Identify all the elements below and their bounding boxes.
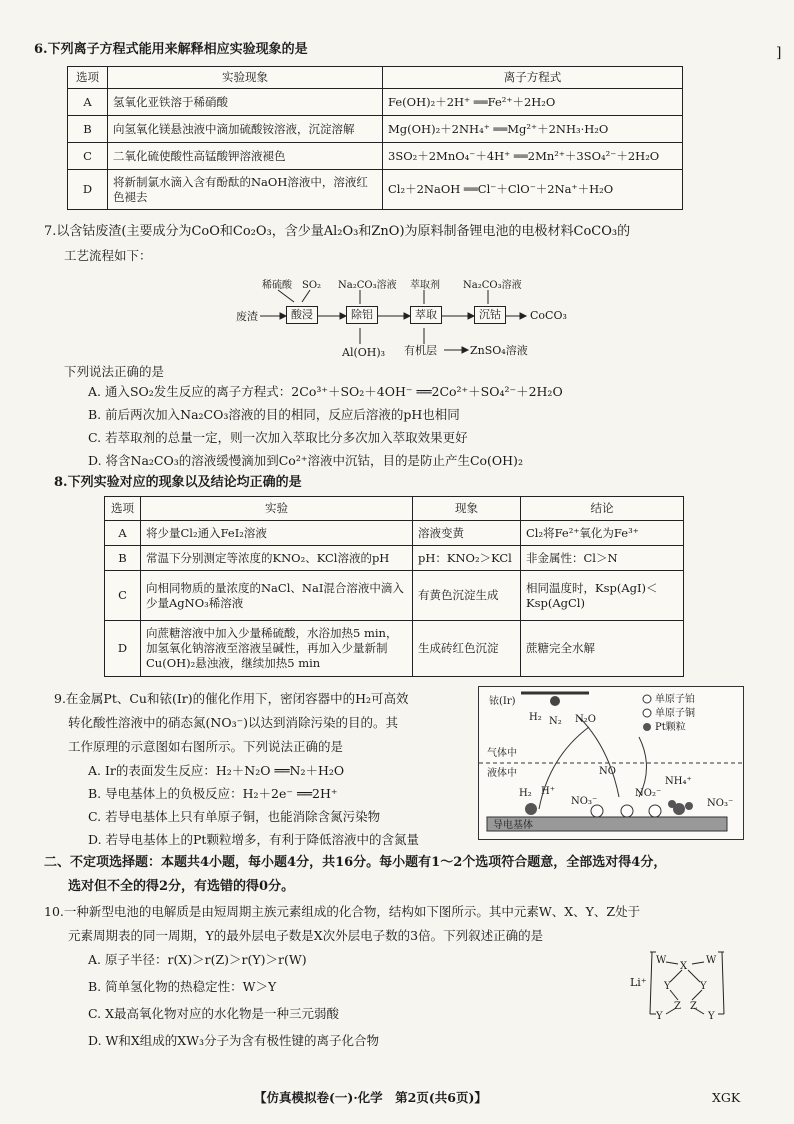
q10-structure: [630, 948, 750, 1022]
flow-input-so2: SO₂: [302, 280, 322, 291]
structure-x: X: [680, 961, 688, 972]
structure-y-left: Y: [664, 981, 671, 992]
q8-cell-phenomenon: 溶液变黄: [413, 521, 521, 546]
q9-option-a: A. Ir的表面发生反应：H₂＋N₂O ══N₂＋H₂O: [88, 763, 345, 778]
diagram-h2-liquid-label: H₂: [519, 788, 532, 799]
q10-line2: 元素周期表的同一周期，Y的最外层电子数是X次外层电子数的3倍。下列叙述正确的是: [68, 928, 544, 943]
diagram-drawing: [479, 687, 743, 839]
q10-option-c: C. X最高氧化物对应的水化物是一种三元弱酸: [88, 1006, 339, 1021]
q6-cell-phenomenon: 将新制氯水滴入含有酚酞的NaOH溶液中，溶液红色褪去: [108, 170, 383, 210]
table-row: [68, 170, 683, 210]
q10-option-d: D. W和X组成的XW₃分子为含有极性键的离子化合物: [88, 1033, 380, 1048]
table-row: [68, 116, 683, 143]
structure-w-left: W: [656, 955, 667, 966]
q9-option-b: B. 导电基体上的负极反应：H₂＋2e⁻ ══2H⁺: [88, 786, 338, 801]
diagram-liquid-label: 液体中: [487, 768, 517, 779]
q8-cell-phenomenon: pH：KNO₂＞KCl: [413, 546, 521, 571]
table-row: [105, 571, 684, 621]
structure-y-bottom-left: Y: [656, 1011, 663, 1022]
diagram-base-label: 导电基体: [493, 820, 533, 831]
flow-step-remove-al: 除铝: [346, 306, 378, 324]
structure-li: Li⁺: [630, 976, 647, 989]
q8-title: 8.下列实验对应的现象以及结论均正确的是: [54, 475, 302, 490]
q7-option-c: C. 若萃取剂的总量一定，则一次加入萃取比分多次加入萃取效果更好: [88, 430, 468, 445]
q6-header-phenomenon: 实验现象: [108, 67, 383, 89]
diagram-gas-label: 气体中: [487, 748, 517, 759]
q8-cell-phenomenon: 生成砖红色沉淀: [413, 621, 521, 677]
footer-code: XGK: [712, 1090, 741, 1105]
q6-header-equation: 离子方程式: [383, 67, 683, 89]
flow-input-na2co3-2: Na₂CO₃溶液: [463, 280, 522, 291]
diagram-no3-right-label: NO₃⁻: [707, 798, 734, 809]
q7-prompt: 下列说法正确的是: [64, 364, 165, 379]
structure-y-bottom-right: Y: [708, 1011, 715, 1022]
diagram-no3-label: NO₃⁻: [571, 796, 598, 807]
structure-y-right: Y: [700, 981, 707, 992]
flow-input-sulfuric-acid: 稀硫酸: [262, 280, 292, 291]
diagram-legend-pt-atom: 单原子铂: [655, 694, 695, 705]
flow-output-aloh3: Al(OH)₃: [342, 346, 386, 359]
q8-cell-experiment: 将少量Cl₂通入FeI₂溶液: [141, 521, 413, 546]
flow-step-precipitate-co: 沉钴: [474, 306, 506, 324]
structure-w-right: W: [706, 955, 717, 966]
q10-option-a: A. 原子半径：r(X)＞r(Z)＞r(Y)＞r(W): [88, 952, 307, 967]
q8-cell-option: C: [105, 571, 141, 621]
table-row: [68, 89, 683, 116]
q7-option-a: A. 通入SO₂发生反应的离子方程式：2Co³⁺＋SO₂＋4OH⁻ ══2Co²⁺＋SO₄²⁻＋2H₂O: [88, 384, 563, 399]
q6-cell-equation: Cl₂＋2NaOH ══Cl⁻＋ClO⁻＋2Na⁺＋H₂O: [383, 170, 683, 210]
q8-cell-conclusion: 非金属性：Cl＞N: [521, 546, 684, 571]
table-row: [105, 621, 684, 677]
q9-line1: 9.在金属Pt、Cu和铱(Ir)的催化作用下，密闭容器中的H₂可高效: [54, 691, 409, 706]
flow-start: 废渣: [236, 310, 258, 323]
q6-cell-option: A: [68, 89, 108, 116]
flow-output-znso4: ZnSO₄溶液: [470, 344, 528, 357]
q6-cell-phenomenon: 氢氧化亚铁溶于稀硝酸: [108, 89, 383, 116]
edge-mark: ]: [776, 45, 782, 61]
q8-header-phenomenon: 现象: [413, 497, 521, 521]
q8-cell-option: A: [105, 521, 141, 546]
diagram-legend-cu-atom: 单原子铜: [655, 708, 695, 719]
q6-title: 6.下列离子方程式能用来解释相应实验现象的是: [34, 42, 308, 57]
table-row: [105, 521, 684, 546]
q6-cell-option: C: [68, 143, 108, 170]
q6-cell-phenomenon: 向氢氧化镁悬浊液中滴加硫酸铵溶液，沉淀溶解: [108, 116, 383, 143]
q6-cell-option: B: [68, 116, 108, 143]
q8-cell-conclusion: Cl₂将Fe²⁺氧化为Fe³⁺: [521, 521, 684, 546]
structure-z-right: Z: [690, 1001, 697, 1012]
q8-header-conclusion: 结论: [521, 497, 684, 521]
q8-header-experiment: 实验: [141, 497, 413, 521]
q9-line2: 转化酸性溶液中的硝态氮(NO₃⁻)以达到消除污染的目的。其: [68, 715, 399, 730]
q6-cell-equation: 3SO₂＋2MnO₄⁻＋4H⁺ ══2Mn²⁺＋3SO₄²⁻＋2H₂O: [383, 143, 683, 170]
section2-instructions-line2: 选对但不全的得2分，有选错的得0分。: [68, 879, 295, 894]
diagram-h2-label: H₂: [529, 712, 542, 723]
diagram-no2-label: NO₂⁻: [635, 788, 662, 799]
q10-line1: 10.一种新型电池的电解质是由短周期主族元素组成的化合物，结构如下图所示。其中元素W、X、Y、Z处于: [44, 904, 641, 919]
q9-mechanism-diagram: [478, 686, 744, 840]
q6-cell-phenomenon: 二氧化硫使酸性高锰酸钾溶液褪色: [108, 143, 383, 170]
structure-z-left: Z: [674, 1001, 681, 1012]
q8-table: [104, 496, 684, 677]
diagram-no-label: NO: [599, 766, 616, 777]
q6-cell-equation: Fe(OH)₂＋2H⁺ ══Fe²⁺＋2H₂O: [383, 89, 683, 116]
diagram-n2o-label: N₂O: [575, 714, 596, 725]
flow-step-acid-leach: 酸浸: [286, 306, 318, 324]
page-footer: 【仿真模拟卷(一)·化学 第2页(共6页)】: [254, 1090, 487, 1105]
table-row: [68, 143, 683, 170]
flow-input-na2co3-1: Na₂CO₃溶液: [338, 280, 397, 291]
q7-title-line1: 7.以含钴废渣(主要成分为CoO和Co₂O₃，含少量Al₂O₃和ZnO)为原料制备锂电池的电极材料CoCO₃的: [44, 224, 631, 239]
flow-input-extractant: 萃取剂: [410, 280, 440, 291]
q9-option-d: D. 若导电基体上的Pt颗粒增多，有利于降低溶液中的含氮量: [88, 832, 419, 847]
diagram-hplus-label: H⁺: [541, 786, 555, 797]
q6-cell-equation: Mg(OH)₂＋2NH₄⁺ ══Mg²⁺＋2NH₃·H₂O: [383, 116, 683, 143]
q7-option-b: B. 前后两次加入Na₂CO₃溶液的目的相同，反应后溶液的pH也相同: [88, 407, 460, 422]
q8-header-option: 选项: [105, 497, 141, 521]
q8-cell-option: B: [105, 546, 141, 571]
q8-cell-conclusion: 相同温度时，Ksp(AgI)＜Ksp(AgCl): [521, 571, 684, 621]
diagram-legend-pt-particle: Pt颗粒: [655, 722, 686, 733]
q8-cell-experiment: 常温下分别测定等浓度的KNO₂、KCl溶液的pH: [141, 546, 413, 571]
flow-output-organic: 有机层: [404, 344, 437, 357]
diagram-nh4-label: NH₄⁺: [665, 776, 692, 787]
q8-cell-experiment: 向相同物质的量浓度的NaCl、NaI混合溶液中滴入少量AgNO₃稀溶液: [141, 571, 413, 621]
table-row: [105, 546, 684, 571]
diagram-n2-label: N₂: [549, 716, 562, 727]
q6-table: [67, 66, 683, 210]
q7-title-line2: 工艺流程如下：: [64, 248, 152, 263]
q7-option-d: D. 将含Na₂CO₃的溶液缓慢滴加到Co²⁺溶液中沉钴，目的是防止产生Co(OH)₂: [88, 453, 523, 468]
q9-line3: 工作原理的示意图如右图所示。下列说法正确的是: [68, 739, 344, 754]
q8-cell-phenomenon: 有黄色沉淀生成: [413, 571, 521, 621]
flow-step-extract: 萃取: [410, 306, 442, 324]
flow-product: CoCO₃: [530, 309, 567, 322]
q9-option-c: C. 若导电基体上只有单原子铜，也能消除含氮污染物: [88, 809, 381, 824]
q8-cell-option: D: [105, 621, 141, 677]
q8-cell-experiment: 向蔗糖溶液中加入少量稀硫酸，水浴加热5 min，加氢氧化钠溶液至溶液呈碱性，再加入少量新制Cu(OH)₂悬浊液，继续加热5 min: [141, 621, 413, 677]
q6-header-option: 选项: [68, 67, 108, 89]
section2-instructions-line1: 二、不定项选择题：本题共4小题，每小题4分，共16分。每小题有1～2个选项符合题意，全部选对得4分，: [44, 855, 667, 870]
diagram-ir-label: 铱(Ir): [489, 696, 516, 707]
q10-option-b: B. 简单氢化物的热稳定性：W＞Y: [88, 979, 277, 994]
q8-cell-conclusion: 蔗糖完全水解: [521, 621, 684, 677]
q6-cell-option: D: [68, 170, 108, 210]
